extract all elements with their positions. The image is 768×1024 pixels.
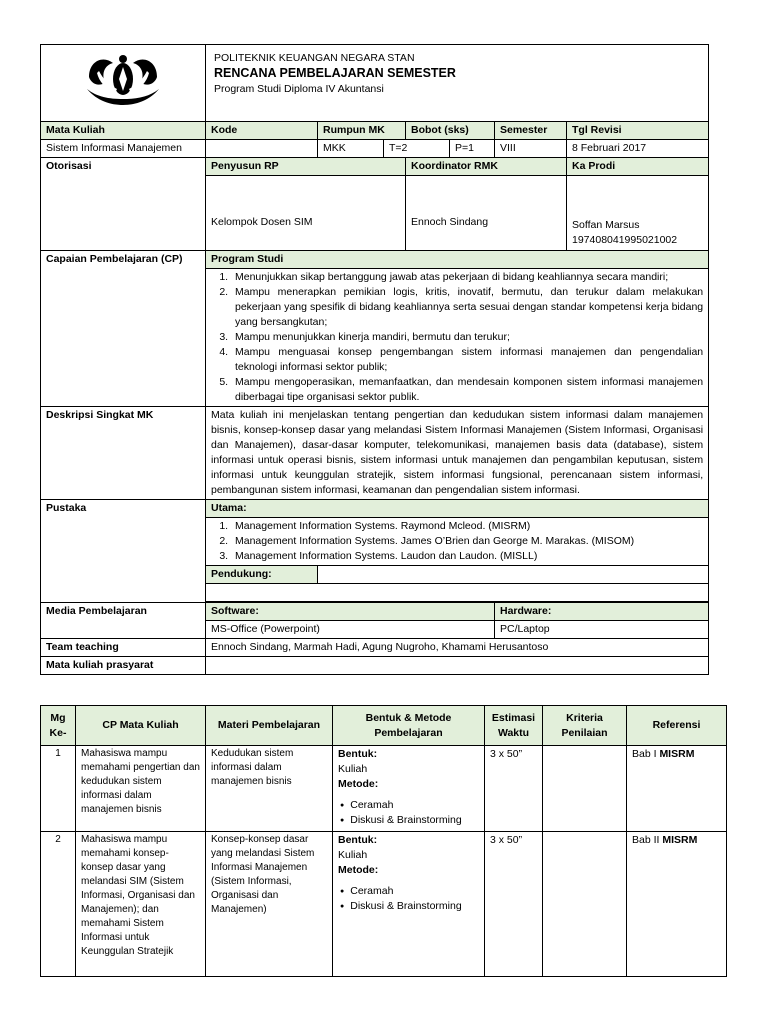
value-koordinator: Ennoch Sindang — [406, 176, 567, 251]
header-kriteria: Kriteria Penilaian — [543, 706, 627, 746]
cp-item: 3. Mampu menunjukkan kinerja mandiri, bermutu dan terukur; — [231, 330, 703, 345]
pustaka-utama-label: Utama: — [206, 500, 709, 518]
row-kriteria — [543, 832, 627, 977]
value-bobot-t: T=2 — [384, 140, 450, 158]
value-bobot-p: P=1 — [450, 140, 495, 158]
metode-label: Metode: — [338, 864, 379, 876]
label-cp: Capaian Pembelajaran (CP) — [41, 251, 206, 407]
row-cp: Mahasiswa mampu memahami pengertian dan kedudukan sistem informasi dalam manajemen bisnis — [76, 746, 206, 832]
deskripsi-text: Mata kuliah ini menjelaskan tentang pengertian dan kedudukan sistem informasi dalam manajemen bisnis, konsep-konsep dasar yang melandasi Sistem Informasi Manajemen (Sistem Informasi, Organisasi dan Manajemen), dasar-dasar komputer, telekomunikasi, manajemen basis data (database), sistem informasi untuk operasi bisnis, sistem informasi untuk manajemen dan pengambilan keputusan, sistem informasi untuk keunggulan stratejik, sistem informasi fungsional, perencanaan sistem informasi, pembangunan sistem informasi, keamanan dan pengendalian sistem informasi. — [206, 407, 709, 500]
metode-item: ● Ceramah — [352, 798, 479, 813]
ref-prefix: Bab I — [632, 748, 660, 760]
bentuk-value: Kuliah — [338, 849, 368, 861]
institution-logo-icon — [83, 49, 163, 113]
cp-subheader: Program Studi — [206, 251, 709, 269]
label-otorisasi: Otorisasi — [41, 158, 206, 251]
value-hardware: PC/Laptop — [495, 621, 709, 639]
row-materi: Kedudukan sistem informasi dalam manajemen bisnis — [206, 746, 333, 832]
row-mg: 1 — [41, 746, 76, 832]
cp-list — [211, 270, 703, 405]
header-mg: Mg Ke- — [41, 706, 76, 746]
pustaka-item: 1. Management Information Systems. Raymond Mcleod. (MISRM) — [231, 519, 703, 534]
ref-code: MISRM — [659, 748, 695, 760]
table-row — [41, 746, 727, 832]
value-software: MS-Office (Powerpoint) — [206, 621, 495, 639]
value-team: Ennoch Sindang, Marmah Hadi, Agung Nugroho, Khamami Herusantoso — [206, 639, 709, 657]
label-bobot: Bobot (sks) — [406, 122, 495, 140]
pustaka-pendukung-label: Pendukung: — [206, 566, 318, 584]
label-team: Team teaching — [41, 639, 206, 657]
metode-item: ● Diskusi & Brainstorming — [352, 899, 479, 914]
label-mata-kuliah: Mata Kuliah — [41, 122, 206, 140]
row-mg: 2 — [41, 832, 76, 977]
header-estimasi: Estimasi Waktu — [485, 706, 543, 746]
table-row — [41, 832, 727, 977]
pustaka-item: 2. Management Information Systems. James O’Brien dan George M. Marakas. (MISOM) — [231, 534, 703, 549]
metode-list — [338, 798, 479, 828]
schedule-header-row — [41, 706, 727, 746]
row-estimasi: 3 x 50” — [485, 832, 543, 977]
row-cp: Mahasiswa mampu memahami konsep-konsep dasar yang melandasi SIM (Sistem Informasi, Organisasi dan Manajemen); dan memahami Sistem Informasi untuk Keunggulan Stratejik — [76, 832, 206, 977]
prasyarat-row — [41, 657, 709, 675]
value-penyusun: Kelompok Dosen SIM — [206, 176, 406, 251]
document-title: RENCANA PEMBELAJARAN SEMESTER — [214, 66, 456, 80]
institution-block — [206, 45, 709, 122]
row-bentuk — [333, 746, 485, 832]
label-penyusun: Penyusun RP — [206, 158, 406, 176]
pustaka-utama-list — [211, 519, 703, 564]
row-referensi — [627, 832, 727, 977]
label-software: Software: — [206, 603, 495, 621]
row-bentuk — [333, 832, 485, 977]
otorisasi-header-row — [41, 158, 709, 176]
value-kode — [206, 140, 318, 158]
label-kaprodi: Ka Prodi — [567, 158, 709, 176]
cp-item: 5. Mampu mengoperasikan, memanfaatkan, dan mendesain komponen sistem informasi manajemen diberbagai tipe organisasi sektor publik. — [231, 375, 703, 405]
pustaka-item: 3. Management Information Systems. Laudon dan Laudon. (MISLL) — [231, 549, 703, 564]
row-estimasi: 3 x 50” — [485, 746, 543, 832]
metode-item: ● Ceramah — [352, 884, 479, 899]
row-materi: Konsep-konsep dasar yang melandasi Sistem Informasi Manajemen (Sistem Informasi, Organisasi dan Manajemen) — [206, 832, 333, 977]
header-bentuk: Bentuk & Metode Pembelajaran — [333, 706, 485, 746]
ref-prefix: Bab II — [632, 834, 663, 846]
header-materi: Materi Pembelajaran — [206, 706, 333, 746]
institution-name: POLITEKNIK KEUANGAN NEGARA STAN — [214, 52, 415, 64]
pustaka-utama-cell — [206, 518, 709, 566]
label-kode: Kode — [206, 122, 318, 140]
cp-list-cell — [206, 269, 709, 407]
value-kaprodi — [567, 176, 709, 251]
metode-list — [338, 884, 479, 914]
team-row — [41, 639, 709, 657]
metode-item: ● Diskusi & Brainstorming — [352, 813, 479, 828]
cp-item: 2. Mampu menerapkan pemikian logis, kritis, inovatif, bermutu, dan terukur dalam melakukan pekerjaan yang spesifik di bidang keahliannya serta sesuai dengan standar kompetensi kerja bidang yang bersangkutan; — [231, 285, 703, 330]
cp-item: 4. Mampu menguasai konsep pengembangan sistem informasi manajemen dan pengendalian teknologi informasi sektor publik; — [231, 345, 703, 375]
metode-label: Metode: — [338, 778, 379, 790]
header-cp: CP Mata Kuliah — [76, 706, 206, 746]
label-hardware: Hardware: — [495, 603, 709, 621]
value-mata-kuliah: Sistem Informasi Manajemen — [41, 140, 206, 158]
kaprodi-nip: 197408041995021002 — [572, 234, 678, 246]
cp-header-row — [41, 251, 709, 269]
label-rumpun: Rumpun MK — [318, 122, 406, 140]
label-deskripsi: Deskripsi Singkat MK — [41, 407, 206, 500]
pustaka-blank — [206, 584, 709, 602]
kaprodi-name: Soffan Marsus — [572, 219, 640, 231]
schedule-table — [40, 705, 727, 977]
deskripsi-row — [41, 407, 709, 500]
label-prasyarat: Mata kuliah prasyarat — [41, 657, 206, 675]
row-kriteria — [543, 746, 627, 832]
pustaka-header-row — [41, 500, 709, 518]
ref-code: MISRM — [662, 834, 698, 846]
program-name: Program Studi Diploma IV Akuntansi — [214, 83, 384, 95]
bentuk-label: Bentuk: — [338, 748, 378, 760]
header-row — [41, 45, 709, 122]
value-prasyarat — [206, 657, 709, 675]
row-referensi — [627, 746, 727, 832]
logo-cell — [41, 45, 206, 122]
course-values-row — [41, 140, 709, 158]
course-header-row — [41, 122, 709, 140]
value-rumpun: MKK — [318, 140, 384, 158]
media-header-row — [41, 603, 709, 621]
bentuk-label: Bentuk: — [338, 834, 378, 846]
pustaka-pendukung-value — [318, 566, 709, 584]
label-tgl-revisi: Tgl Revisi — [567, 122, 709, 140]
value-tgl-revisi: 8 Februari 2017 — [567, 140, 709, 158]
bentuk-value: Kuliah — [338, 763, 368, 775]
label-media: Media Pembelajaran — [41, 603, 206, 639]
cp-item: 1. Menunjukkan sikap bertanggung jawab atas pekerjaan di bidang keahliannya secara mandiri; — [231, 270, 703, 285]
label-koordinator: Koordinator RMK — [406, 158, 567, 176]
label-semester: Semester — [495, 122, 567, 140]
header-referensi: Referensi — [627, 706, 727, 746]
course-info-table — [40, 44, 709, 675]
value-semester: VIII — [495, 140, 567, 158]
label-pustaka: Pustaka — [41, 500, 206, 603]
